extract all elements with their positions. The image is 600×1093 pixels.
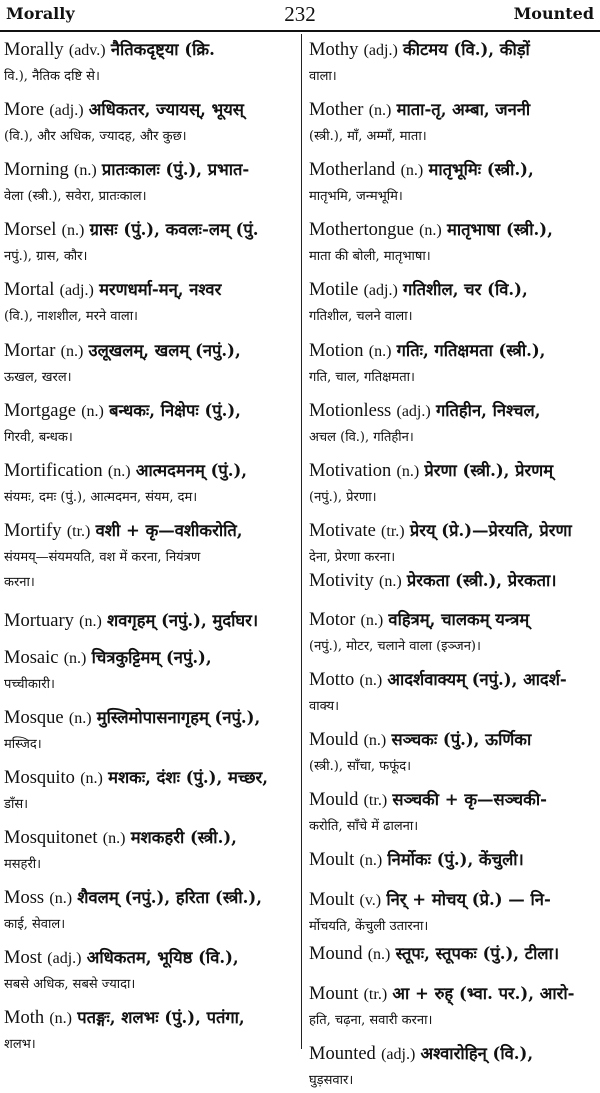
dictionary-entry: [4, 397, 296, 450]
dictionary-entry: [309, 216, 596, 269]
entry-sanskrit-text: आदर्शवाक्यम् (नपुं.), आदर्श-: [387, 670, 567, 689]
entry-meaning-text: (वि.), और अधिक, ज्यादह, और कुछ।: [4, 129, 187, 144]
entry-sanskrit-text: वहित्रम्, चालकम् यन्त्रम्: [388, 610, 530, 629]
entry-line: [309, 96, 596, 124]
entry-sanskrit-text: कीटमय (वि.), कीड़ों: [403, 40, 530, 59]
entry-sanskrit-text: प्रातःकालः (पुं.), प्रभात-: [101, 160, 250, 179]
entry-part-of-speech: (n.): [359, 672, 383, 689]
entry-line: [309, 216, 596, 244]
entry-part-of-speech: (n.): [63, 650, 87, 667]
dictionary-entry: [4, 96, 296, 149]
dictionary-entry: [4, 884, 296, 937]
entry-line: [309, 517, 596, 545]
entry-line: [4, 276, 296, 304]
entry-line: [4, 1004, 296, 1032]
entry-line: [4, 216, 296, 244]
entry-part-of-speech: (n.): [419, 222, 442, 239]
entry-sanskrit-text: बन्धकः, निक्षेपः (पुं.),: [109, 401, 241, 420]
entry-sanskrit-text: सञ्चकी + कृ—सञ्चकी-: [392, 790, 547, 809]
entry-meaning-text: डाँस।: [4, 797, 29, 812]
entry-line: [309, 980, 596, 1008]
entry-headword: Mortgage: [4, 401, 76, 421]
entry-meaning-text: र्मोचयति, केंचुली उतारना।: [309, 919, 429, 934]
entry-line: [4, 944, 296, 972]
entry-line: [309, 726, 596, 754]
entry-part-of-speech: (n.): [359, 852, 383, 869]
entry-line: [309, 337, 596, 365]
entry-line: [309, 36, 596, 64]
dictionary-entry: [309, 567, 596, 595]
entry-sanskrit-text: ग्रासः (पुं.), कवलः-लम् (पुं.: [89, 220, 259, 239]
entry-part-of-speech: (n.): [368, 102, 392, 119]
entry-sanskrit-text: गतिशील, चर (वि.),: [403, 280, 528, 299]
dictionary-entry: [4, 457, 296, 510]
entry-headword: Mortar: [4, 341, 56, 361]
entry-line: [4, 764, 296, 792]
entry-line: [309, 156, 596, 184]
entry-part-of-speech: (n.): [49, 890, 73, 907]
header-rule: [0, 30, 600, 32]
entry-part-of-speech: (adj.): [396, 403, 431, 420]
dictionary-entry: [309, 606, 596, 659]
dictionary-entry: [309, 1040, 596, 1093]
entry-part-of-speech: (n.): [396, 463, 420, 480]
entry-sanskrit-text: आ + रुह् (भ्वा. पर.), आरो-: [392, 984, 575, 1003]
entry-line: [309, 846, 596, 874]
entry-line: [4, 517, 296, 545]
entry-sanskrit-text: अश्वारोहिन् (वि.),: [420, 1044, 534, 1063]
entry-meaning-text: (वि.), नाशशील, मरने वाला।: [4, 309, 138, 324]
entry-part-of-speech: (adj.): [363, 282, 398, 299]
entry-line: [4, 397, 296, 425]
dictionary-entry: [4, 517, 296, 595]
entry-meaning-text: सबसे अधिक, सबसे ज्यादा।: [4, 977, 136, 992]
entry-meaning-text: करना।: [4, 575, 35, 590]
entry-part-of-speech: (n.): [102, 830, 126, 847]
dictionary-entry: [4, 764, 296, 817]
entry-line: [309, 276, 596, 304]
entry-part-of-speech: (n.): [49, 1010, 72, 1027]
entry-sanskrit-text: चित्रकुट्टिमम् (नपुं.),: [91, 648, 212, 667]
dictionary-entry: [309, 886, 596, 939]
entry-part-of-speech: (tr.): [363, 986, 388, 1003]
page-header: [0, 0, 600, 30]
entry-headword: More: [4, 100, 45, 120]
entry-line: [309, 457, 596, 485]
column-divider: [301, 34, 302, 1049]
entry-headword: Mothy: [309, 40, 359, 60]
entry-headword: Mortal: [4, 280, 55, 300]
entry-part-of-speech: (n.): [368, 343, 392, 360]
entry-sanskrit-text: निर्मोकः (पुं.), केंचुली।: [387, 850, 524, 869]
header-first-word: Morally: [6, 4, 75, 23]
entry-sanskrit-text: मशकः, दंशः (पुं.), मच्छर,: [108, 768, 268, 787]
entry-sanskrit-text: मातृभाषा (स्त्री.),: [446, 220, 553, 239]
entry-headword: Mother: [309, 100, 364, 120]
entry-meaning-text: माता की बोली, मातृभाषा।: [309, 249, 431, 264]
entry-headword: Mould: [309, 790, 359, 810]
entry-meaning-text: शलभ।: [4, 1037, 36, 1052]
dictionary-entry: [309, 337, 596, 390]
entry-part-of-speech: (n.): [80, 770, 103, 787]
entry-part-of-speech: (n.): [68, 710, 92, 727]
entry-part-of-speech: (tr.): [363, 792, 388, 809]
entry-headword: Morsel: [4, 220, 57, 240]
entry-sanskrit-text: मशकहरी (स्त्री.),: [130, 828, 237, 847]
entry-line: [4, 824, 296, 852]
dictionary-entry: [309, 96, 596, 149]
dictionary-entry: [309, 786, 596, 839]
entry-headword: Mosquito: [4, 768, 75, 788]
entry-meaning-text: संयमय्—संयमयति, वश में करना, नियंत्रण: [4, 550, 201, 565]
entry-sanskrit-text: आत्मदमनम् (पुं.),: [135, 461, 248, 480]
entry-headword: Mount: [309, 984, 359, 1004]
entry-meaning-text: मसहरी।: [4, 857, 42, 872]
dictionary-entry: [309, 156, 596, 209]
dictionary-entry: [4, 944, 296, 997]
entry-meaning-text: (नपुं.), प्रेरणा।: [309, 490, 377, 505]
entry-headword: Morning: [4, 160, 69, 180]
entry-sanskrit-text: नैतिकदृष्ट्या (क्रि.: [110, 40, 215, 59]
entry-meaning-text: वाला।: [309, 69, 337, 84]
entry-line: [309, 886, 596, 914]
right-column: [309, 36, 596, 1088]
dictionary-entry: [4, 607, 296, 635]
entry-headword: Motto: [309, 670, 355, 690]
entry-sanskrit-text: गतिः, गतिक्षमता (स्त्री.),: [396, 341, 546, 360]
dictionary-entry: [4, 644, 296, 697]
entry-meaning-text: अचल (वि.), गतिहीन।: [309, 430, 414, 445]
entry-part-of-speech: (n.): [61, 222, 85, 239]
dictionary-entry: [309, 276, 596, 329]
entry-line: [4, 884, 296, 912]
entry-sanskrit-text: मातृभूमिः (स्त्री.),: [428, 160, 534, 179]
entry-meaning-text: वाक्य।: [309, 699, 340, 714]
entry-meaning-text: घुड़सवार।: [309, 1073, 354, 1088]
entry-meaning-text: (स्त्री.), माँ, अम्माँ, माता।: [309, 129, 427, 144]
dictionary-entry: [309, 726, 596, 779]
entry-part-of-speech: (n.): [74, 162, 97, 179]
entry-sanskrit-text: सञ्चकः (पुं.), ऊर्णिका: [391, 730, 532, 749]
entry-line: [4, 607, 296, 635]
entry-meaning-text: वेला (स्त्री.), सवेरा, प्रातःकाल।: [4, 189, 147, 204]
entry-headword: Motion: [309, 341, 364, 361]
left-column: [4, 36, 296, 1050]
entry-headword: Mould: [309, 730, 359, 750]
entry-sanskrit-text: प्रेरकता (स्त्री.), प्रेरकता।: [406, 571, 557, 590]
dictionary-entry: [4, 704, 296, 757]
entry-line: [4, 337, 296, 365]
entry-part-of-speech: (n.): [379, 573, 402, 590]
entry-sanskrit-text: प्रेरणा (स्त्री.), प्रेरणम्: [424, 461, 554, 480]
entry-part-of-speech: (tr.): [66, 523, 91, 540]
dictionary-entry: [309, 666, 596, 719]
entry-part-of-speech: (adj.): [59, 282, 94, 299]
entry-meaning-text: वि.), नैतिक दष्टि से।: [4, 69, 100, 84]
entry-headword: Mosquitonet: [4, 828, 98, 848]
entry-sanskrit-text: उलूखलम्, खलम् (नपुं.),: [88, 341, 241, 360]
entry-headword: Mosaic: [4, 648, 59, 668]
dictionary-entry: [309, 517, 596, 570]
entry-headword: Mounted: [309, 1044, 376, 1064]
entry-headword: Motionless: [309, 401, 392, 421]
entry-part-of-speech: (n.): [60, 343, 84, 360]
entry-sanskrit-text: शवगृहम् (नपुं.), मुर्दाघर।: [107, 611, 259, 630]
entry-sanskrit-text: माता-तृ, अम्बा, जननी: [396, 100, 531, 119]
entry-line: [309, 567, 596, 595]
entry-line: [4, 644, 296, 672]
entry-headword: Motivation: [309, 461, 392, 481]
entry-sanskrit-text: पतङ्गः, शलभः (पुं.), पतंगा,: [77, 1008, 245, 1027]
dictionary-entry: [4, 156, 296, 209]
entry-part-of-speech: (adv.): [68, 42, 106, 59]
entry-line: [4, 36, 296, 64]
entry-sanskrit-text: अधिकतम, भूयिष्ठ (वि.),: [86, 948, 239, 967]
entry-headword: Motor: [309, 610, 356, 630]
page-number: 232: [284, 2, 316, 26]
entry-part-of-speech: (v.): [359, 892, 382, 909]
entry-headword: Mortify: [4, 521, 62, 541]
entry-sanskrit-text: मरणधर्मा-मन्, नश्वर: [99, 280, 222, 299]
entry-line: [309, 397, 596, 425]
entry-part-of-speech: (n.): [79, 613, 102, 630]
entry-part-of-speech: (adj.): [47, 950, 82, 967]
entry-meaning-text: गति, चाल, गतिक्षमता।: [309, 370, 415, 385]
entry-headword: Motherland: [309, 160, 396, 180]
dictionary-entry: [309, 397, 596, 450]
entry-headword: Mound: [309, 944, 363, 964]
entry-line: [309, 940, 596, 968]
entry-headword: Moss: [4, 888, 45, 908]
entry-headword: Morally: [4, 40, 64, 60]
dictionary-entry: [4, 337, 296, 390]
dictionary-entry: [309, 846, 596, 874]
dictionary-entry: [4, 276, 296, 329]
entry-meaning-text: गतिशील, चलने वाला।: [309, 309, 413, 324]
entry-part-of-speech: (n.): [81, 403, 104, 420]
entry-line: [4, 156, 296, 184]
entry-headword: Moult: [309, 890, 355, 910]
entry-part-of-speech: (adj.): [363, 42, 398, 59]
entry-headword: Motile: [309, 280, 359, 300]
entry-part-of-speech: (n.): [367, 946, 391, 963]
dictionary-entry: [309, 980, 596, 1033]
entry-part-of-speech: (n.): [360, 612, 384, 629]
entry-sanskrit-text: मुस्लिमोपासनागृहम् (नपुं.),: [96, 708, 261, 727]
dictionary-entry: [309, 36, 596, 89]
entry-part-of-speech: (tr.): [381, 523, 405, 540]
entry-sanskrit-text: प्रेरय् (प्रे.)—प्रेरयति, प्रेरणा: [409, 521, 572, 540]
header-last-word: Mounted: [513, 4, 594, 23]
entry-headword: Most: [4, 948, 43, 968]
entry-part-of-speech: (adj.): [49, 102, 84, 119]
entry-headword: Mortification: [4, 461, 103, 481]
dictionary-entry: [4, 216, 296, 269]
entry-sanskrit-text: स्तूपः, स्तूपकः (पुं.), टीला।: [395, 944, 560, 963]
entry-meaning-text: मातृभमि, जन्मभूमि।: [309, 189, 403, 204]
dictionary-entry: [309, 940, 596, 968]
entry-meaning-text: करोति, साँचे में ढालना।: [309, 819, 419, 834]
dictionary-entry: [309, 457, 596, 510]
entry-line: [4, 457, 296, 485]
entry-meaning-text: (नपुं.), मोटर, चलाने वाला (इञ्जन)।: [309, 639, 481, 654]
entry-sanskrit-text: अधिकतर, ज्यायस्, भूयस्: [88, 100, 244, 119]
entry-part-of-speech: (adj.): [381, 1046, 416, 1063]
entry-sanskrit-text: वशी + कृ—वशीकरोति,: [95, 521, 243, 540]
entry-headword: Moult: [309, 850, 355, 870]
entry-line: [309, 786, 596, 814]
dictionary-entry: [4, 1004, 296, 1057]
entry-line: [4, 704, 296, 732]
entry-line: [4, 96, 296, 124]
entry-sanskrit-text: निर् + मोचय् (प्रे.) — नि-: [386, 890, 551, 909]
entry-meaning-text: ऊखल, खरल।: [4, 370, 72, 385]
entry-meaning-text: संयमः, दमः (पुं.), आत्मदमन, संयम, दम।: [4, 490, 198, 505]
entry-headword: Mosque: [4, 708, 64, 728]
dictionary-entry: [4, 36, 296, 89]
entry-meaning-text: देना, प्रेरणा करना।: [309, 550, 396, 565]
entry-headword: Motivity: [309, 571, 374, 591]
dictionary-entry: [4, 824, 296, 877]
entry-meaning-text: काई, सेवाल।: [4, 917, 66, 932]
entry-sanskrit-text: शैवलम् (नपुं.), हरिता (स्त्री.),: [77, 888, 262, 907]
entry-headword: Mothertongue: [309, 220, 414, 240]
entry-sanskrit-text: गतिहीन, निश्चल,: [435, 401, 541, 420]
entry-part-of-speech: (n.): [363, 732, 387, 749]
entry-meaning-text: (स्त्री.), साँचा, फफूंद।: [309, 759, 412, 774]
entry-meaning-text: मस्जिद।: [4, 737, 42, 752]
entry-line: [309, 666, 596, 694]
entry-line: [309, 1040, 596, 1068]
entry-headword: Mortuary: [4, 611, 74, 631]
entry-meaning-text: पच्चीकारी।: [4, 677, 55, 692]
entry-part-of-speech: (n.): [400, 162, 424, 179]
entry-headword: Motivate: [309, 521, 376, 541]
entry-meaning-text: हति, चढ़ना, सवारी करना।: [309, 1013, 433, 1028]
entry-headword: Moth: [4, 1008, 45, 1028]
entry-meaning-text: नपुं.), ग्रास, कौर।: [4, 249, 88, 264]
entry-line: [309, 606, 596, 634]
entry-meaning-text: गिरवी, बन्धक।: [4, 430, 73, 445]
entry-part-of-speech: (n.): [107, 463, 131, 480]
